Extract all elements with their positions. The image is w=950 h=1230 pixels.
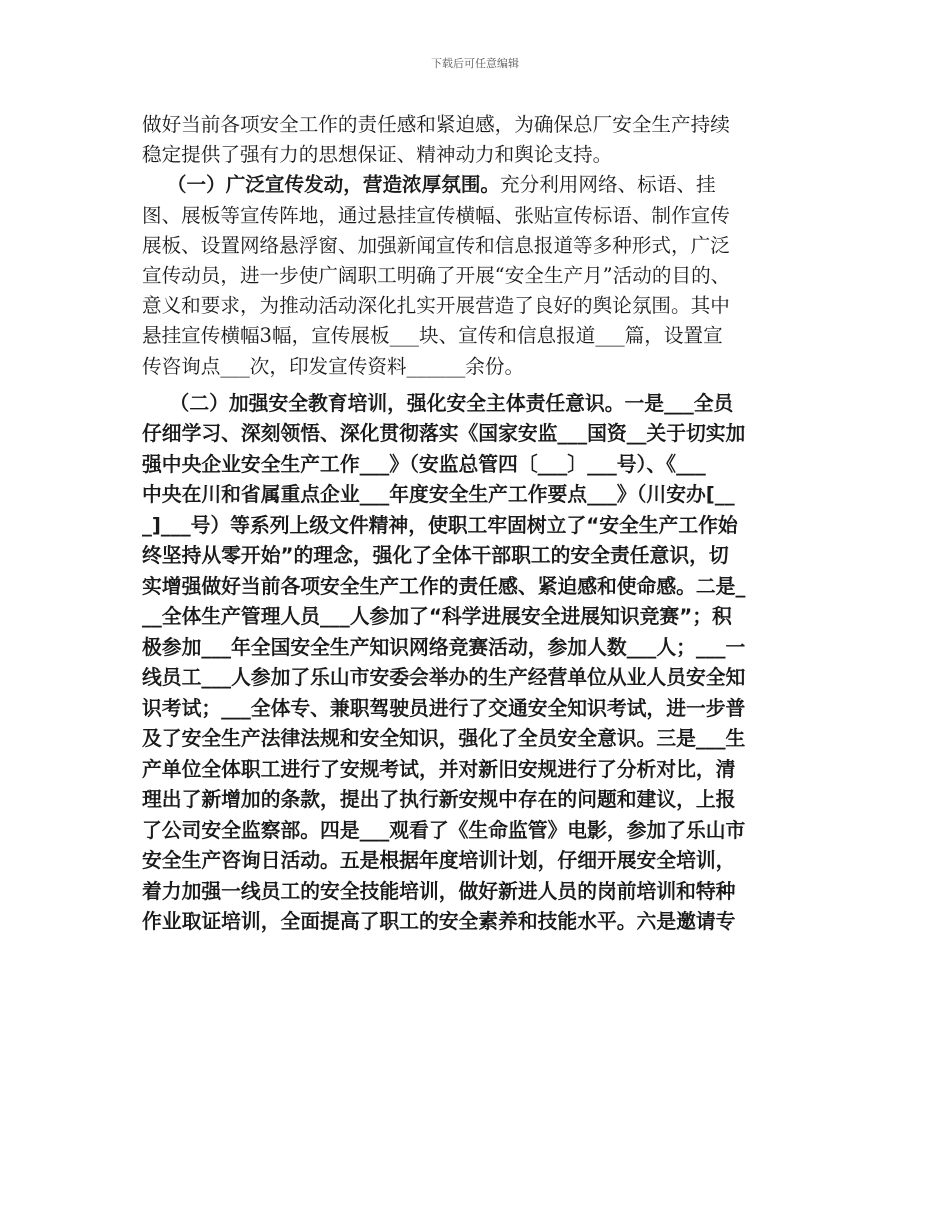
document-body <box>142 110 822 938</box>
text-line: 识考试；___全体专、兼职驾驶员进行了交通安全知识考试，进一步普 <box>142 696 746 720</box>
paragraph-continuation <box>142 110 822 170</box>
text-line: 线员工___人参加了乐山市安委会举办的生产经营单位从业人员安全知 <box>142 666 746 690</box>
text-line-first <box>142 170 822 200</box>
text-line: 及了安全生产法律法规和安全知识，强化了全员安全意识。三是___生 <box>142 727 746 751</box>
text-line: 产单位全体职工进行了安规考试，并对新旧安规进行了分析对比，清 <box>142 757 736 781</box>
text-line: 着力加强一线员工的安全技能培训，做好新进人员的岗前培训和特种 <box>142 879 736 903</box>
text-line: 了公司安全监察部。四是___观看了《生命监管》电影，参加了乐山市 <box>142 818 746 842</box>
text-line: _]___号）等系列上级文件精神，使职工牢固树立了“安全生产工作始 <box>142 513 738 537</box>
page-header-note: 下载后可任意编辑 <box>431 57 519 70</box>
text-line: 实增强做好当前各项安全生产工作的责任感、紧迫感和使命感。二是_ <box>142 574 746 598</box>
paragraph-publicity <box>142 170 822 381</box>
text-line: 仔细学习、深刻领悟、深化贯彻落实《国家安监___国资__关于切实加 <box>142 422 746 446</box>
text-line: 安全生产咨询日活动。五是根据年度培训计划，仔细开展安全培训， <box>142 849 736 873</box>
text-line: 意义和要求，为推动活动深化扎实开展营造了良好的舆论氛围。其中 <box>142 294 730 318</box>
text-line: 做好当前各项安全工作的责任感和紧迫感，为确保总厂安全生产持续 <box>142 113 730 136</box>
text-line: 图、展板等宣传阵地，通过悬挂宣传横幅、张贴宣传标语、制作宣传 <box>142 203 730 227</box>
section-heading-2-line: （二）加强安全教育培训，强化安全主体责任意识。一是___全员 <box>142 391 734 415</box>
text-line: __全体生产管理人员___人参加了“科学进展安全进展知识竞赛”；积 <box>142 605 732 629</box>
text-line: 终坚持从零开始”的理念，强化了全体干部职工的安全责任意识，切 <box>142 544 729 568</box>
text-line: 理出了新增加的条款，提出了执行新安规中存在的问题和建议，上报 <box>142 788 736 812</box>
text-line: 稳定提供了强有力的思想保证、精神动力和舆论支持。 <box>142 143 613 167</box>
text-line: 宣传动员，进一步使广阔职工明确了开展“安全生产月”活动的目的、 <box>142 263 731 287</box>
text-run: 充分利用网络、标语、挂 <box>500 173 716 197</box>
text-line: 强中央企业安全生产工作___》（安监总管四〔___〕___号）、《___ <box>142 452 706 476</box>
text-line: 传咨询点___次，印发宣传资料______余份。 <box>142 354 525 378</box>
text-line: 中央在川和省属重点企业___年度安全生产工作要点___》（川安办[__ <box>142 483 735 507</box>
section-heading-1: （一）广泛宣传发动，营造浓厚氛围。 <box>166 173 501 197</box>
paragraph-training <box>142 389 822 938</box>
text-line: 作业取证培训，全面提高了职工的安全素养和技能水平。六是邀请专 <box>142 910 736 934</box>
text-line: 极参加___年全国安全生产知识网络竞赛活动，参加人数___人；___一 <box>142 635 746 659</box>
text-line: 展板、设置网络悬浮窗、加强新闻宣传和信息报道等多种形式，广泛 <box>142 233 730 257</box>
text-line: 悬挂宣传横幅3幅，宣传展板___块、宣传和信息报道___篇，设置宣 <box>142 324 723 348</box>
